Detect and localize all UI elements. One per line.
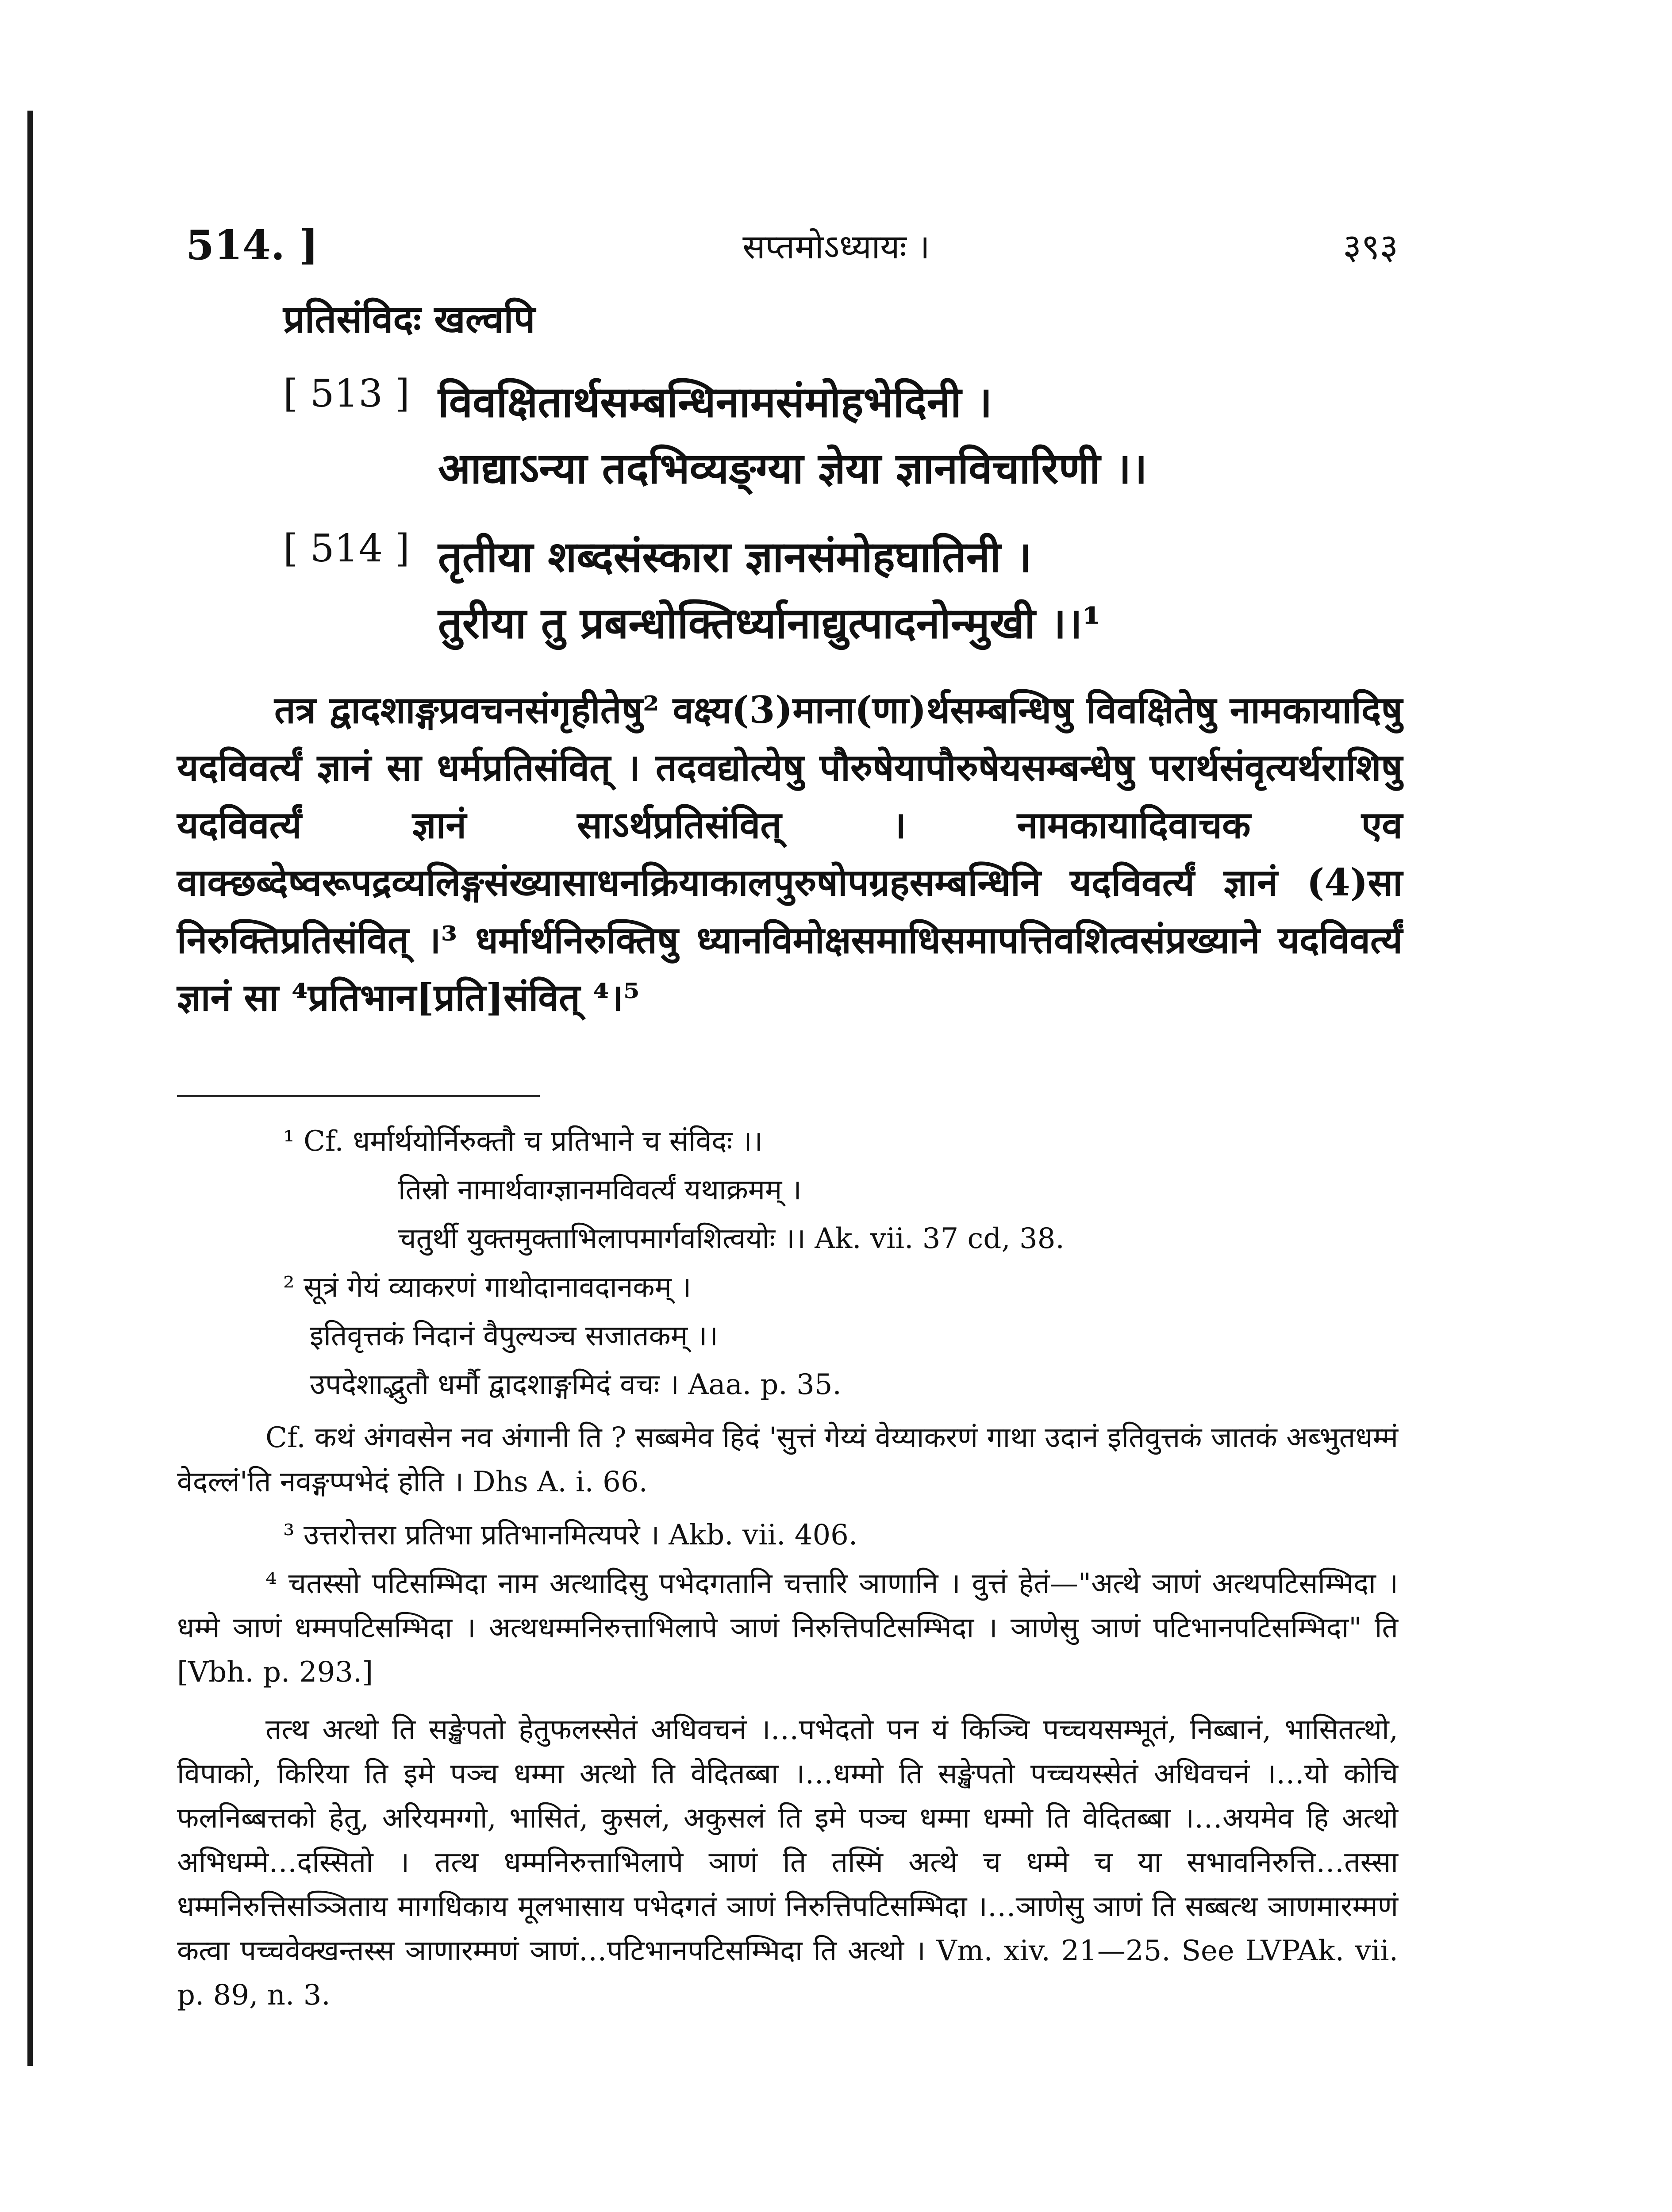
footnote-1-line: ¹ Cf. धर्मार्थयोर्निरुक्तौ च प्रतिभाने च संविदः ।। bbox=[283, 1125, 763, 1158]
footnote-2-line: इतिवृत्तकं निदानं वैपुल्यञ्च सजातकम् ।। bbox=[310, 1320, 718, 1352]
intro-line: प्रतिसंविदः खल्वपि bbox=[283, 297, 535, 342]
verse-line: तृतीया शब्दसंस्कारा ज्ञानसंमोहघातिनी । bbox=[438, 532, 1032, 582]
footnote-3: ³ उत्तरोत्तरा प्रतिभा प्रतिभानमित्यपरे । Akb. vii. 406. bbox=[283, 1519, 858, 1551]
footnote-4-paragraph: तत्थ अत्थो ति सङ्खेपतो हेतुफलस्सेतं अधिवचनं ।…पभेदतो पन यं किञ्चि पच्चयसम्भूतं, निब्बानं, भासितत्थो, विपाको, किरिया ति इमे पञ्च धम्मा अत्थो ति वेदितब्बा ।…धम्मो ति सङ्खेपतो पच्चयस्सेतं अधिवचनं ।…यो कोचि फलनिब्बत्तको हेतु, अरियमग्गो, भासितं, कुसलं, अकुसलं ति इमे पञ्च धम्मा धम्मो ति वेदितब्बा ।…अयमेव हि अत्थो अभिधम्मे…दस्सितो । तत्थ धम्मनिरुत्ताभिलापे ञाणं ति तस्मिं अत्थे च धम्मे च या सभावनिरुत्ति…तस्सा धम्मनिरुत्तिसञ्ञिताय मागधिकाय मूलभासाय पभेदगतं ञाणं निरुत्तिपटिसम्भिदा ।…ञाणेसु ञाणं ति सब्बत्थ ञाणमारम्मणं कत्वा पच्चवेक्खन्तस्स ञाणारम्मणं ञाणं…पटिभानपटिसम्भिदा ति अत्थो । Vm. xiv. 21—25. See LVPAk. vii. p. 89, n. 3. bbox=[177, 1713, 1398, 2012]
verse-line: विवक्षितार्थसम्बन्धिनामसंमोहभेदिनी । bbox=[438, 377, 992, 427]
page-number: ३९३ bbox=[1343, 226, 1398, 267]
page-ref: 514. ] bbox=[186, 221, 319, 269]
footnote-4-paragraph: ⁴ चतस्सो पटिसम्भिदा नाम अत्थादिसु पभेदगतानि चत्तारि ञाणानि । वुत्तं हेतं—"अत्थे ञाणं अत्थपटिसम्भिदा । धम्मे ञाणं धम्मपटिसम्भिदा । अत्थधम्मनिरुत्ताभिलापे ञाणं निरुत्तिपटिसम्भिदा । ञाणेसु ञाणं पटिभानपटिसम्भिदा" ति [Vbh. p. 293.] bbox=[177, 1567, 1398, 1689]
chapter-title: सप्तमोऽध्यायः । bbox=[742, 227, 930, 266]
commentary-paragraph: तत्र द्वादशाङ्गप्रवचनसंगृहीतेषु² वक्ष्य(3)माना(णा)र्थसम्बन्धिषु विवक्षितेषु नामकायादिषु यदविवर्त्यं ज्ञानं सा धर्मप्रतिसंवित् । तदवद्योत्येषु पौरुषेयापौरुषेयसम्बन्धेषु परार्थसंवृत्यर्थराशिषु यदविवर्त्यं ज्ञानं साऽर्थप्रतिसंवित् । नामकायादिवाचक एव वाक्छब्देष्वरूपद्रव्यलिङ्गसंख्यासाधनक्रियाकालपुरुषोपग्रहसम्बन्धिनि यदविवर्त्यं ज्ञानं (4)सा निरुक्तिप्रतिसंवित् ।³ धर्मार्थनिरुक्तिषु ध्यानविमोक्षसमाधिसमापत्तिवशित्वसंप्रख्याने यदविवर्त्यं ज्ञानं सा ⁴प्रतिभान[प्रति]संवित् ⁴।⁵ bbox=[177, 688, 1403, 1019]
verse-line: तुरीया तु प्रबन्धोक्तिर्ध्यानाद्युत्पादनोन्मुखी ।।¹ bbox=[438, 598, 1101, 648]
verse-number: [ 513 ] bbox=[283, 372, 410, 416]
footnote-2-line: ² सूत्रं गेयं व्याकरणं गाथोदानावदानकम् । bbox=[283, 1271, 692, 1304]
page-header bbox=[0, 221, 1672, 279]
footnote-2-line: उपदेशाद्भुतौ धर्मौ द्वादशाङ्गमिदं वचः । Aaa. p. 35. bbox=[310, 1368, 842, 1401]
verse-line: आद्याऽन्या तदभिव्यङ्ग्या ज्ञेया ज्ञानविचारिणी ।। bbox=[438, 443, 1148, 493]
footnote-2-paragraph: Cf. कथं अंगवसेन नव अंगानी ति ? सब्बमेव हिदं 'सुत्तं गेय्यं वेय्याकरणं गाथा उदानं इतिवुत्तकं जातकं अब्भुतधम्मं वेदल्लं'ति नवङ्गप्पभेदं होति । Dhs A. i. 66. bbox=[177, 1421, 1398, 1498]
verse-number: [ 514 ] bbox=[283, 526, 410, 571]
footnote-1-line: तिस्रो नामार्थवाग्ज्ञानमविवर्त्यं यथाक्रमम् । bbox=[398, 1174, 802, 1206]
margin-scan-line bbox=[27, 111, 33, 2066]
footnote-separator bbox=[177, 1095, 540, 1097]
footnote-1-line: चतुर्थी युक्तमुक्ताभिलापमार्गवशित्वयोः ।। Ak. vii. 37 cd, 38. bbox=[398, 1222, 1065, 1255]
